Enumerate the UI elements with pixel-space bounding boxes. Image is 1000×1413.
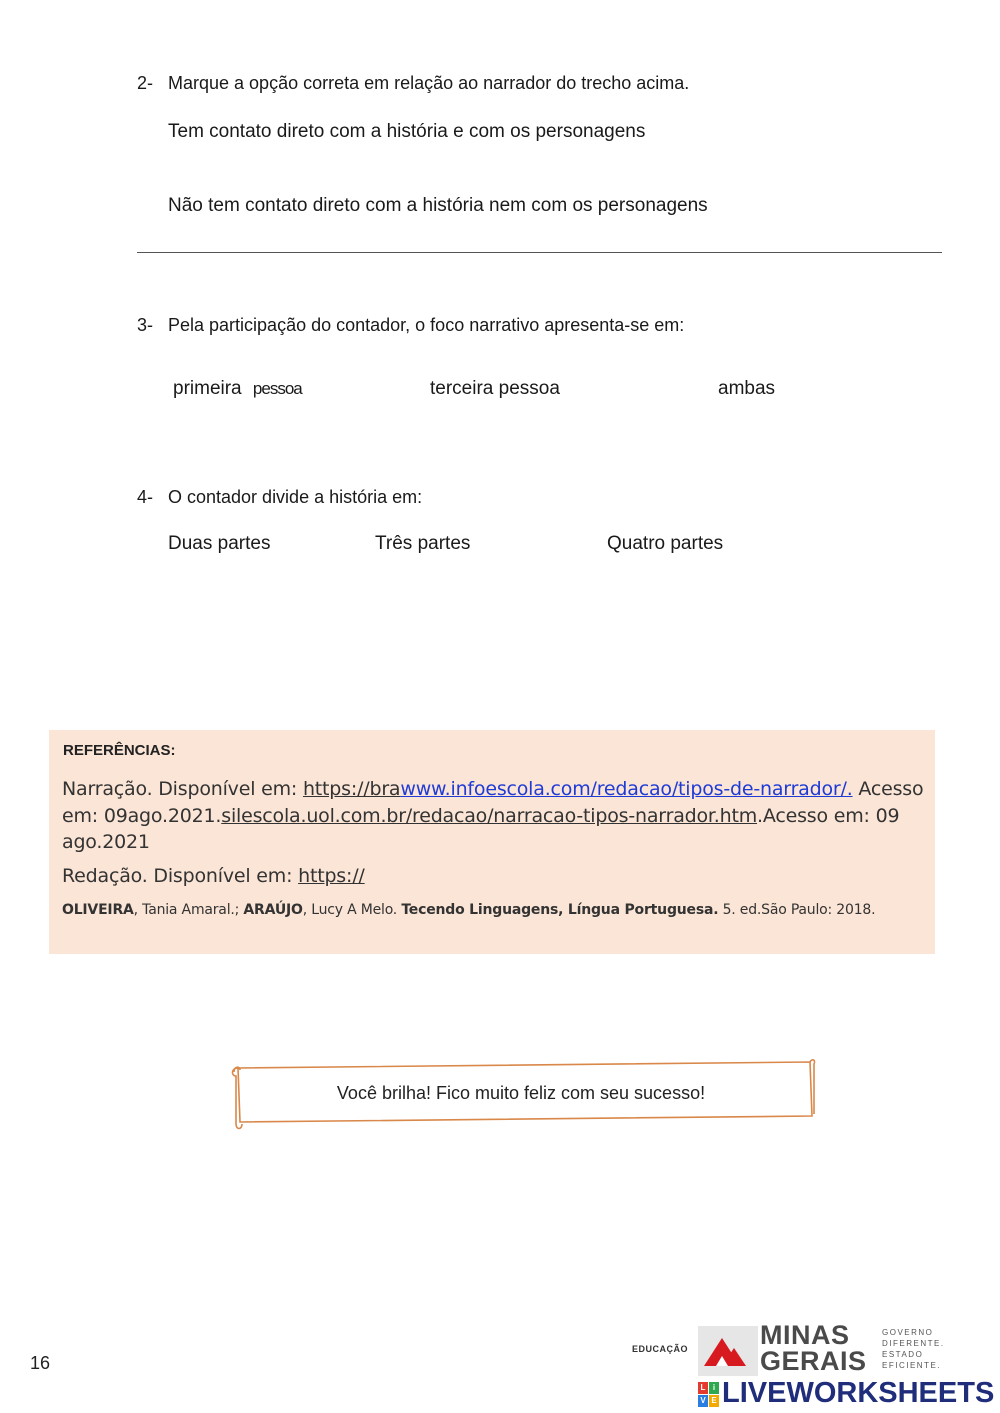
reference-link[interactable]: https://bra	[302, 778, 401, 800]
slogan-line: GOVERNO	[882, 1328, 934, 1337]
banner-message: Você brilha! Fico muito feliz com seu sucesso!	[336, 1083, 706, 1103]
reference-line	[62, 778, 923, 800]
citation-book: Tecendo Linguagens, Língua Portuguesa.	[401, 902, 719, 918]
slogan-line: EFICIENTE.	[882, 1361, 942, 1370]
badge-letter: i	[709, 1382, 719, 1394]
question-number: 3-	[137, 315, 154, 335]
question-number: 2-	[137, 73, 154, 93]
answer-option[interactable]: terceira pessoa	[430, 378, 560, 399]
references-box	[49, 730, 935, 954]
reference-link[interactable]: silescola.uol.com.br/redacao/narracao-tipos-narrador.htm	[221, 805, 758, 827]
answer-option[interactable]	[173, 378, 302, 400]
answer-option[interactable]: Não tem contato direto com a história nem com os personagens	[168, 195, 708, 216]
option-word: pessoa	[252, 379, 302, 398]
minas-gerais-logo-icon	[698, 1326, 758, 1376]
question-prompt: Pela participação do contador, o foco narrativo apresenta-se em:	[168, 315, 685, 335]
citation-author: OLIVEIRA	[62, 902, 134, 918]
divider	[137, 252, 942, 253]
option-word: primeira	[173, 378, 242, 399]
reference-link[interactable]: www.infoescola.com/redacao/tipos-de-narrador/.	[400, 778, 853, 800]
educacao-label: EDUCAÇÃO	[632, 1344, 689, 1354]
badge-letter: E	[709, 1395, 719, 1407]
reference-line: ago.2021	[62, 831, 150, 853]
reference-line	[62, 865, 365, 887]
question-number: 4-	[137, 487, 154, 507]
state-name-line: MINAS	[760, 1320, 850, 1350]
reference-line	[62, 805, 899, 827]
answer-option[interactable]: Quatro partes	[607, 533, 724, 554]
citation-text: 5. ed.São Paulo: 2018.	[718, 902, 876, 918]
slogan-line: DIFERENTE.	[882, 1339, 945, 1348]
citation-text: , Tania Amaral.;	[133, 902, 244, 918]
citation-text: , Lucy A Melo.	[302, 902, 402, 918]
reference-text: Redação. Disponível em:	[62, 865, 299, 887]
slogan-line: ESTADO	[882, 1350, 924, 1359]
answer-option[interactable]: ambas	[718, 378, 776, 399]
liveworksheets-brand[interactable]: LIVEWORKSHEETS	[722, 1377, 995, 1409]
answer-option[interactable]: Três partes	[375, 533, 471, 554]
badge-letter: L	[698, 1382, 708, 1394]
citation-author: ARAÚJO	[243, 902, 303, 918]
scroll-banner	[228, 1058, 818, 1130]
government-slogan	[882, 1327, 945, 1371]
reference-text: .Acesso em: 09	[757, 805, 900, 827]
reference-text: Acesso	[852, 778, 924, 800]
question-prompt: Marque a opção correta em relação ao narrador do trecho acima.	[168, 73, 690, 93]
question-prompt: O contador divide a história em:	[168, 487, 423, 507]
badge-letter: V	[698, 1395, 708, 1407]
answer-option[interactable]: Tem contato direto com a história e com os personagens	[168, 121, 646, 142]
page-number: 16	[30, 1353, 51, 1373]
answer-option[interactable]: Duas partes	[168, 533, 271, 554]
reference-text: em: 09ago.2021.	[62, 805, 222, 827]
state-name-line: GERAIS	[760, 1346, 867, 1376]
reference-citation	[62, 902, 875, 918]
references-title: REFERÊNCIAS:	[63, 742, 176, 759]
reference-link[interactable]: https://	[298, 865, 365, 887]
reference-text: Narração. Disponível em:	[62, 778, 303, 800]
state-name	[760, 1322, 867, 1374]
liveworksheets-badge-icon	[698, 1382, 720, 1408]
